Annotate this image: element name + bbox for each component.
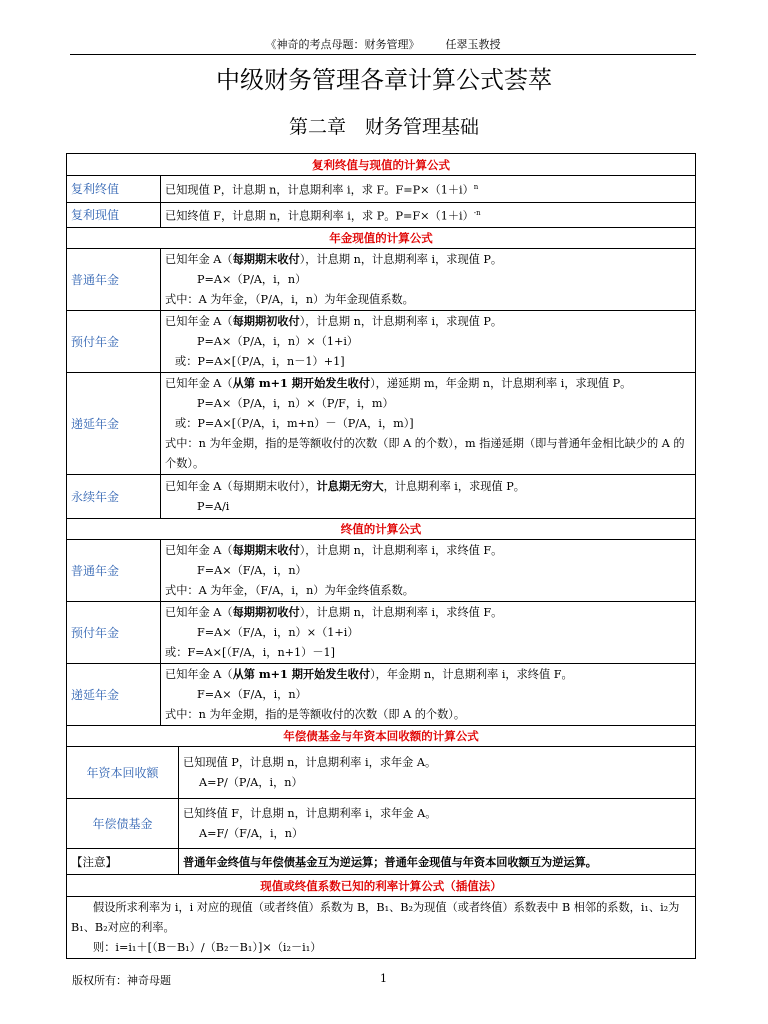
- formula-line: 已知年金 A（每期期末收付），计息期 n，计息期利率 i，求终值 F。: [165, 543, 503, 557]
- row-content: [161, 373, 696, 475]
- table-row: [67, 311, 696, 373]
- table-row: [67, 540, 696, 602]
- formula-line: 式中：n 为年金期，指的是等额收付的次数（即 A 的个数）。: [165, 708, 466, 721]
- row-content: [179, 799, 696, 849]
- formula-line: P=A×（P/A，i，n）×（P/F，i，m）: [197, 397, 394, 410]
- formula-line: 已知年金 A（每期期初收付），计息期 n，计息期利率 i，求现值 P。: [165, 314, 503, 328]
- row-content: [161, 664, 696, 726]
- exponent: -n: [473, 209, 481, 218]
- table-row: [67, 664, 696, 726]
- table-row: [67, 747, 696, 799]
- row-content: [161, 176, 696, 203]
- row-content: [179, 849, 696, 875]
- formula-line: 或：F=A×[（F/A，i，n+1）－1]: [165, 646, 336, 659]
- section-row: [67, 726, 696, 747]
- interpolation-paragraph: 假设所求利率为 i，i 对应的现值（或者终值）系数为 B，B₁、B₂为现值（或者终值）系数表中 B 相邻的系数，i₁、i₂为 B₁、B₂对应的利率。: [71, 900, 680, 934]
- section-title-future-value: 终值的计算公式: [67, 519, 696, 540]
- formula-line: F=A×（F/A，i，n）: [197, 564, 307, 577]
- row-label: 复利现值: [67, 203, 161, 228]
- footer-copyright: 版权所有：神奇母题: [72, 974, 171, 987]
- section-title-compound: 复利终值与现值的计算公式: [67, 154, 696, 176]
- row-content: [179, 747, 696, 799]
- row-label: 复利终值: [67, 176, 161, 203]
- formula-line: F=A×（F/A，i，n）×（1+i）: [197, 626, 359, 639]
- row-label: 年资本回收额: [67, 747, 179, 799]
- row-label: 预付年金: [67, 311, 161, 373]
- table-row: [67, 475, 696, 519]
- formula-line: P=A×（P/A，i，n）×（1+i）: [197, 335, 359, 348]
- formula-line: 已知年金 A（每期期末收付），计息期 n，计息期利率 i，求现值 P。: [165, 252, 503, 266]
- formula-note: 式中：n 为年金期，指的是等额收付的次数（即 A 的个数），m 指递延期（即与普通年金相比缺少的 A 的个数）。: [165, 437, 685, 470]
- formula-text: 已知现值 P，计息期 n，计息期利率 i，求 F。F=P×（1＋i）: [165, 183, 474, 197]
- row-content: [161, 311, 696, 373]
- note-text: 普通年金终值与年偿债基金互为逆运算；普通年金现值与年资本回收额互为逆运算。: [183, 854, 597, 869]
- interpolation-content: [67, 897, 696, 959]
- formula-text: 已知终值 F，计息期 n，计息期利率 i，求 P。P=F×（1＋i）: [165, 209, 474, 223]
- table-row: [67, 249, 696, 311]
- running-header: [70, 38, 696, 55]
- formula-line: 式中：A 为年金，（P/A，i，n）为年金现值系数。: [165, 293, 414, 306]
- formula-line: 已知现值 P，计息期 n，计息期利率 i，求年金 A。: [183, 755, 437, 769]
- row-label: 递延年金: [67, 664, 161, 726]
- section-row: [67, 875, 696, 897]
- formula-line: P=A/i: [197, 500, 230, 513]
- exponent: n: [473, 183, 479, 192]
- section-title-sinking-fund: 年偿债基金与年资本回收额的计算公式: [67, 726, 696, 747]
- table-row: [67, 373, 696, 475]
- formula-line: 已知终值 F，计息期 n，计息期利率 i，求年金 A。: [183, 806, 437, 820]
- row-content: [161, 540, 696, 602]
- row-content: [161, 602, 696, 664]
- formula-table: [66, 153, 696, 959]
- row-label: 递延年金: [67, 373, 161, 475]
- section-title-annuity-pv: 年金现值的计算公式: [67, 228, 696, 249]
- formula-line: 已知年金 A（从第 m+1 期开始发生收付），递延期 m，年金期 n，计息期利率 i，求现值 P。: [165, 376, 632, 390]
- table-row: [67, 799, 696, 849]
- row-label: 普通年金: [67, 540, 161, 602]
- row-label: 普通年金: [67, 249, 161, 311]
- formula-line: 已知年金 A（从第 m+1 期开始发生收付），年金期 n，计息期利率 i，求终值 F。: [165, 667, 573, 681]
- table-row: [67, 203, 696, 228]
- row-label: 年偿债基金: [67, 799, 179, 849]
- note-label: 【注意】: [67, 849, 179, 875]
- row-content: [161, 475, 696, 519]
- formula-line: P=A×（P/A，i，n）: [197, 273, 307, 286]
- interpolation-formula: 则：i=i₁＋[（B－B₁）/（B₂－B₁）]×（i₂－i₁）: [93, 940, 322, 954]
- formula-line: 已知年金 A（每期期末收付），计息期无穷大，计息期利率 i，求现值 P。: [165, 479, 525, 493]
- chapter-title: 第二章 财务管理基础: [288, 116, 479, 138]
- row-content: [161, 203, 696, 228]
- row-content: [161, 249, 696, 311]
- section-row: [67, 228, 696, 249]
- formula-line: F=A×（F/A，i，n）: [197, 688, 307, 701]
- page-number: 1: [380, 972, 387, 985]
- formula-line: 或：P=A×[（P/A，i，m+n）－（P/A，i，m）]: [175, 417, 414, 430]
- table-row: [67, 897, 696, 959]
- formula-line: 已知年金 A（每期期初收付），计息期 n，计息期利率 i，求终值 F。: [165, 605, 503, 619]
- document-title: 中级财务管理各章计算公式荟萃: [216, 66, 552, 94]
- section-title-interpolation: 现值或终值系数已知的利率计算公式（插值法）: [67, 875, 696, 897]
- section-row: [67, 519, 696, 540]
- table-row: [67, 849, 696, 875]
- header-author: 任翠玉教授: [445, 38, 501, 51]
- formula-line: A=F/（F/A，i，n）: [199, 826, 304, 840]
- formula-line: A=P/（P/A，i，n）: [199, 775, 303, 789]
- table-row: [67, 602, 696, 664]
- formula-line: 式中：A 为年金，（F/A，i，n）为年金终值系数。: [165, 584, 414, 597]
- header-book-title: 《神奇的考点母题：财务管理》: [265, 38, 420, 51]
- formula-line: 或：P=A×[（P/A，i，n－1）+1]: [175, 355, 345, 368]
- row-label: 预付年金: [67, 602, 161, 664]
- row-label: 永续年金: [67, 475, 161, 519]
- table-row: [67, 176, 696, 203]
- section-row: [67, 154, 696, 176]
